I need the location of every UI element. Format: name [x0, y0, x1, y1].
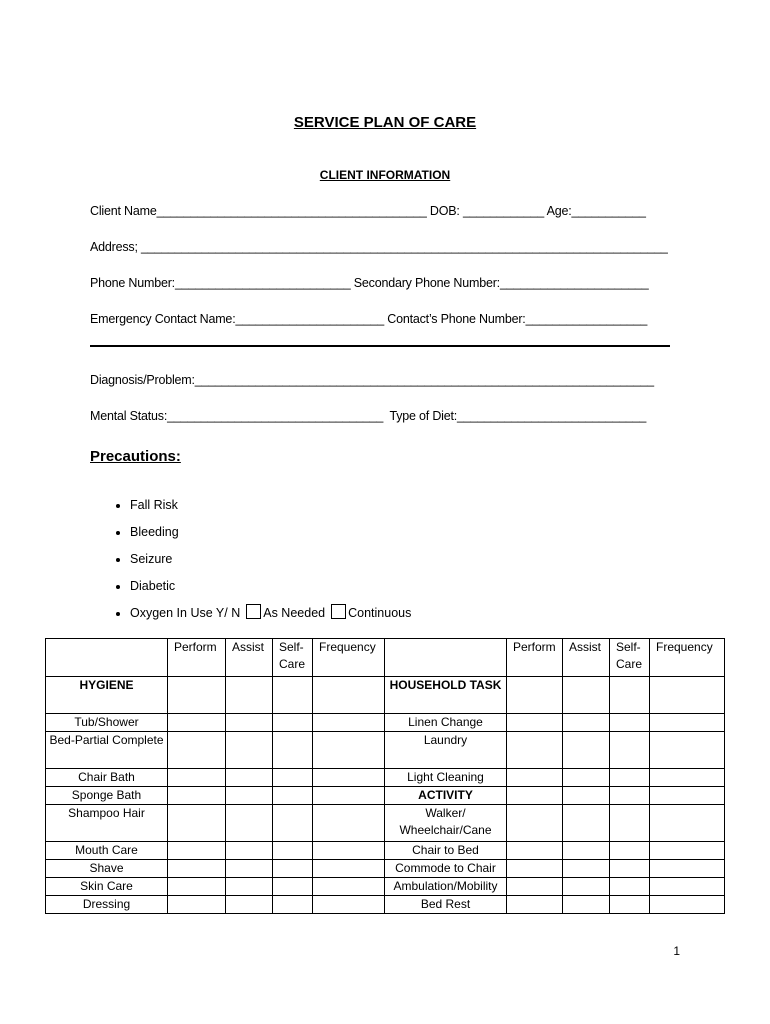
- col-assist: Assist: [563, 639, 610, 677]
- hygiene-heading: HYGIENE: [46, 677, 168, 714]
- as-needed-checkbox[interactable]: [246, 604, 261, 619]
- task-left: Bed-Partial Complete: [46, 732, 168, 769]
- task-right: Chair to Bed: [385, 842, 507, 860]
- task-left: Shampoo Hair: [46, 805, 168, 842]
- task-right: Ambulation/Mobility: [385, 878, 507, 896]
- task-left: Shave: [46, 860, 168, 878]
- task-left: Mouth Care: [46, 842, 168, 860]
- oxygen-label: Oxygen In Use Y/ N: [130, 606, 241, 620]
- task-left: Skin Care: [46, 878, 168, 896]
- precautions-heading: Precautions:: [90, 448, 181, 465]
- page-number: 1: [673, 944, 680, 958]
- activity-heading: ACTIVITY: [385, 787, 507, 805]
- task-left: Sponge Bath: [46, 787, 168, 805]
- table-row: [46, 787, 725, 805]
- task-left: Chair Bath: [46, 769, 168, 787]
- client-info-heading: CLIENT INFORMATION: [319, 168, 451, 182]
- col-assist: Assist: [226, 639, 273, 677]
- client-name-field[interactable]: Client Name________________________________________ DOB: ____________ Age:___________: [90, 204, 646, 218]
- task-right: Linen Change: [385, 714, 507, 732]
- care-table: [45, 638, 725, 914]
- precautions-list: [110, 496, 411, 631]
- divider: [90, 345, 670, 347]
- precaution-item: • Fall Risk: [130, 496, 411, 523]
- col-self-care: Self-Care: [273, 639, 313, 677]
- task-right: Walker/ Wheelchair/Cane: [385, 805, 507, 842]
- mental-status-field[interactable]: Mental Status:________________________________ Type of Diet:____________________________: [90, 409, 647, 423]
- as-needed-label: As Needed: [263, 606, 326, 620]
- household-task-heading: HOUSEHOLD TASK: [385, 677, 507, 714]
- table-header-row: [46, 639, 725, 677]
- col-perform: Perform: [507, 639, 563, 677]
- phone-field[interactable]: Phone Number:__________________________ Secondary Phone Number:______________________: [90, 276, 649, 290]
- precaution-item: • Bleeding: [130, 523, 411, 550]
- task-right: Commode to Chair: [385, 860, 507, 878]
- table-row: [46, 860, 725, 878]
- task-right: Bed Rest: [385, 896, 507, 914]
- col-frequency: Frequency: [313, 639, 385, 677]
- col-self-care: Self-Care: [610, 639, 650, 677]
- precaution-item-oxygen: [130, 604, 411, 631]
- col-frequency: Frequency: [650, 639, 725, 677]
- diagnosis-field[interactable]: Diagnosis/Problem:____________________________________________________________________: [90, 373, 654, 387]
- precaution-item: • Seizure: [130, 550, 411, 577]
- precaution-item: • Diabetic: [130, 577, 411, 604]
- col-perform: Perform: [168, 639, 226, 677]
- task-right: Laundry: [385, 732, 507, 769]
- table-row: [46, 732, 725, 769]
- table-row: [46, 842, 725, 860]
- task-left: Dressing: [46, 896, 168, 914]
- task-right: Light Cleaning: [385, 769, 507, 787]
- table-row: [46, 714, 725, 732]
- emergency-contact-field[interactable]: Emergency Contact Name:______________________ Contact’s Phone Number:__________________: [90, 312, 648, 326]
- continuous-checkbox[interactable]: [331, 604, 346, 619]
- table-row: [46, 769, 725, 787]
- table-row: [46, 805, 725, 842]
- table-row: [46, 677, 725, 714]
- continuous-label: Continuous: [348, 606, 412, 620]
- address-field[interactable]: Address; ______________________________________________________________________________: [90, 240, 668, 254]
- page-title: SERVICE PLAN OF CARE: [293, 114, 477, 131]
- task-left: Tub/Shower: [46, 714, 168, 732]
- table-row: [46, 896, 725, 914]
- table-row: [46, 878, 725, 896]
